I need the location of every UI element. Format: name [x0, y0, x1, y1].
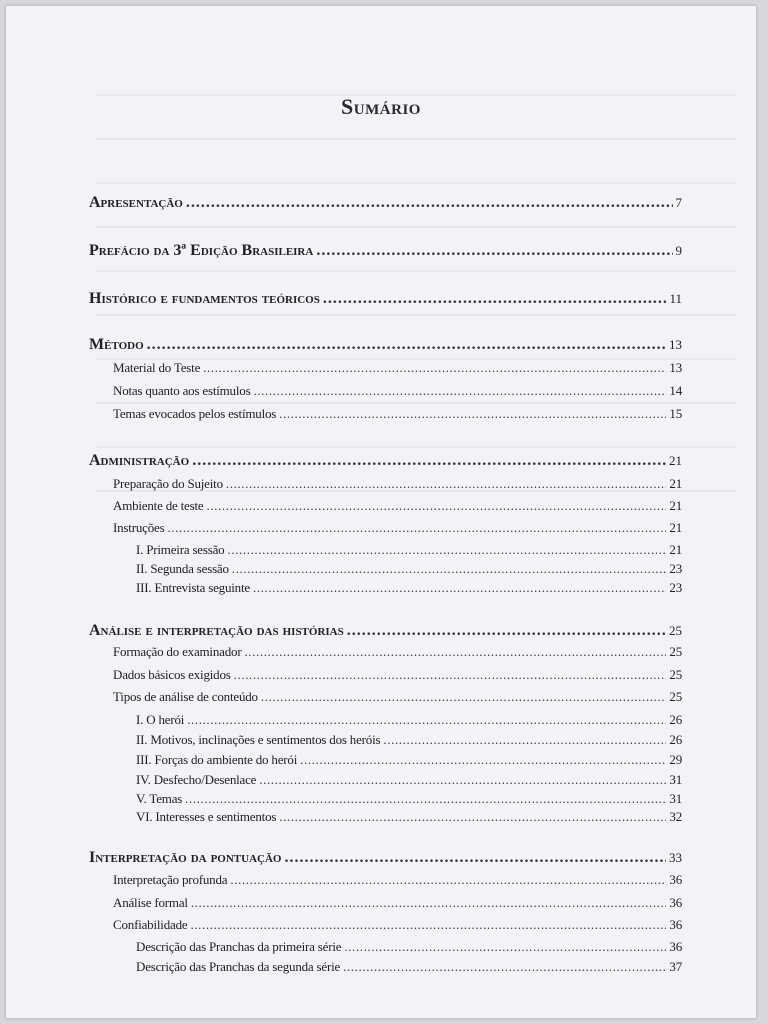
toc-section [113, 667, 682, 683]
toc-chapter [89, 452, 682, 470]
document-page [6, 6, 756, 1018]
dot-leader [347, 622, 666, 640]
toc-page-number: 21 [669, 542, 682, 557]
toc-page-number: 26 [669, 712, 682, 727]
toc-section [136, 542, 682, 558]
toc-entry-label: Ambiente de teste [113, 498, 204, 513]
dot-leader [383, 732, 666, 748]
toc-page-number: 36 [669, 939, 682, 954]
dot-leader [206, 498, 666, 514]
dot-leader [147, 336, 666, 354]
dot-leader [253, 580, 666, 596]
toc-page-number: 36 [669, 872, 682, 887]
toc-section [113, 917, 682, 933]
toc-entry-label: Instruções [113, 520, 165, 535]
toc-page-number: 25 [669, 667, 682, 682]
toc-entry-label: I. Primeira sessão [136, 542, 225, 557]
dot-leader [190, 917, 666, 933]
toc-entry-label: Prefácio da 3ª Edição Brasileira [89, 242, 314, 259]
toc-page-number: 9 [675, 243, 682, 258]
dot-leader [279, 406, 666, 422]
toc-section [136, 772, 682, 788]
toc-page-number: 14 [669, 383, 682, 398]
dot-leader [253, 383, 666, 399]
page-title: Sumário [341, 94, 421, 119]
toc-entry-label: Histórico e fundamentos teóricos [89, 290, 320, 307]
toc-section [136, 959, 682, 975]
toc-entry-label: Material do Teste [113, 360, 201, 375]
toc-entry-label: Descrição das Pranchas da segunda série [136, 959, 341, 974]
toc-section [113, 360, 682, 376]
toc-entry-label: I. O herói [136, 712, 185, 727]
toc-page-number: 36 [669, 895, 682, 910]
dot-leader [192, 452, 666, 470]
dot-leader [187, 712, 666, 728]
toc-page-number: 32 [669, 809, 682, 824]
toc-page-number: 21 [669, 520, 682, 535]
toc-page-number: 25 [669, 644, 682, 659]
dot-leader [203, 360, 666, 376]
toc-page-number: 33 [669, 850, 682, 865]
dot-leader [232, 561, 667, 577]
toc-page-number: 37 [669, 959, 682, 974]
toc-section [113, 498, 682, 514]
toc-chapter [89, 242, 682, 260]
dot-leader [226, 476, 667, 492]
dot-leader [261, 689, 667, 705]
toc-entry-label: Análise e interpretação das histórias [89, 622, 344, 639]
toc-page-number: 23 [669, 580, 682, 595]
toc-section [113, 476, 682, 492]
toc-page-number: 25 [669, 623, 682, 638]
toc-entry-label: Apresentação [89, 194, 183, 211]
dot-leader [186, 194, 673, 212]
toc-chapter [89, 290, 682, 308]
toc-entry-label: IV. Desfecho/Desenlace [136, 772, 257, 787]
toc-page-number: 21 [669, 498, 682, 513]
dot-leader [344, 939, 666, 955]
toc-page-number: 25 [669, 689, 682, 704]
table-of-contents [6, 6, 756, 1018]
dot-leader [284, 849, 666, 867]
dot-leader [191, 895, 667, 911]
toc-entry-label: Temas evocados pelos estímulos [113, 406, 277, 421]
toc-entry-label: Método [89, 336, 144, 353]
toc-section [113, 689, 682, 705]
toc-entry-label: Descrição das Pranchas da primeira série [136, 939, 342, 954]
dot-leader [234, 667, 667, 683]
toc-section [136, 939, 682, 955]
toc-page-number: 11 [669, 291, 682, 306]
toc-entry-label: Administração [89, 452, 190, 469]
toc-entry-label: Interpretação da pontuação [89, 849, 282, 866]
toc-section [136, 561, 682, 577]
dot-leader [343, 959, 666, 975]
dot-leader [300, 752, 666, 768]
toc-section [113, 872, 682, 888]
toc-entry-label: Confiabilidade [113, 917, 188, 932]
toc-page-number: 26 [669, 732, 682, 747]
toc-section [136, 791, 682, 807]
toc-page-number: 31 [669, 791, 682, 806]
toc-entry-label: Tipos de análise de conteúdo [113, 689, 258, 704]
toc-section [136, 752, 682, 768]
toc-section [136, 580, 682, 596]
toc-entry-label: VI. Interesses e sentimentos [136, 809, 277, 824]
toc-page-number: 7 [675, 195, 682, 210]
toc-page-number: 31 [669, 772, 682, 787]
toc-entry-label: III. Entrevista seguinte [136, 580, 250, 595]
toc-section [113, 383, 682, 399]
toc-section [136, 732, 682, 748]
toc-chapter [89, 194, 682, 212]
toc-page-number: 29 [669, 752, 682, 767]
toc-section [136, 712, 682, 728]
toc-section [113, 406, 682, 422]
dot-leader [230, 872, 666, 888]
toc-page-number: 21 [669, 476, 682, 491]
toc-entry-label: Formação do examinador [113, 644, 242, 659]
toc-chapter [89, 622, 682, 640]
dot-leader [323, 290, 667, 308]
toc-section [136, 809, 682, 825]
dot-leader [185, 791, 666, 807]
toc-section [113, 895, 682, 911]
dot-leader [244, 644, 666, 660]
toc-section [113, 644, 682, 660]
toc-page-number: 36 [669, 917, 682, 932]
toc-entry-label: III. Forças do ambiente do herói [136, 752, 298, 767]
toc-page-number: 23 [669, 561, 682, 576]
dot-leader [279, 809, 666, 825]
toc-entry-label: Dados básicos exigidos [113, 667, 231, 682]
toc-entry-label: II. Segunda sessão [136, 561, 229, 576]
toc-section [113, 520, 682, 536]
toc-page-number: 13 [669, 337, 682, 352]
toc-entry-label: V. Temas [136, 791, 183, 806]
toc-chapter [89, 849, 682, 867]
toc-entry-label: Interpretação profunda [113, 872, 228, 887]
dot-leader [167, 520, 666, 536]
toc-entry-label: Preparação do Sujeito [113, 476, 223, 491]
toc-entry-label: II. Motivos, inclinações e sentimentos dos heróis [136, 732, 381, 747]
dot-leader [259, 772, 666, 788]
dot-leader [316, 242, 672, 260]
dot-leader [227, 542, 666, 558]
toc-page-number: 21 [669, 453, 682, 468]
toc-chapter [89, 336, 682, 354]
toc-page-number: 13 [669, 360, 682, 375]
toc-entry-label: Notas quanto aos estímulos [113, 383, 251, 398]
toc-page-number: 15 [669, 406, 682, 421]
toc-entry-label: Análise formal [113, 895, 188, 910]
